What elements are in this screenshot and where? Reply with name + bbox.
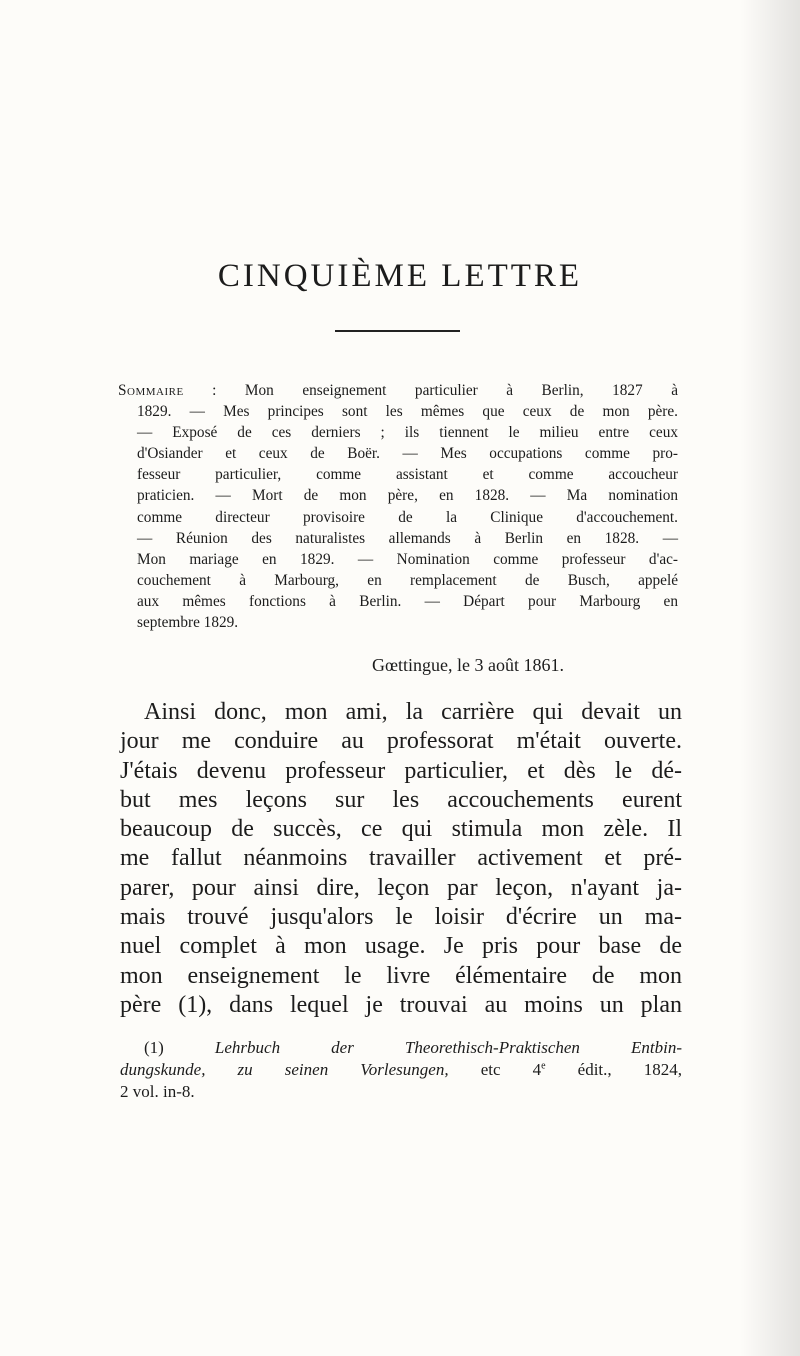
summary-line: Mon mariage en 1829. — Nomination comme professeur d'ac- bbox=[137, 550, 678, 568]
body-line: me fallut néanmoins travailler activement et pré- bbox=[120, 845, 682, 872]
summary-line: aux mêmes fonctions à Berlin. — Départ pour Marbourg en bbox=[137, 592, 678, 610]
summary-line: d'Osiander et ceux de Boër. — Mes occupations comme pro- bbox=[137, 445, 678, 463]
summary-line: — Réunion des naturalistes allemands à Berlin en 1828. — bbox=[137, 529, 678, 547]
body-line: parer, pour ainsi dire, leçon par leçon, n'ayant ja- bbox=[120, 874, 682, 901]
summary-label: Sommaire bbox=[118, 382, 184, 399]
body-line: nuel complet à mon usage. Je pris pour base de bbox=[120, 933, 682, 960]
summary-line: fesseur particulier, comme assistant et comme accoucheur bbox=[137, 466, 678, 484]
page-edge-shadow bbox=[740, 0, 800, 1356]
summary-line: Sommaire : Mon enseignement particulier à Berlin, 1827 à bbox=[118, 382, 678, 399]
chapter-title: CINQUIÈME LETTRE bbox=[217, 258, 583, 294]
title-divider bbox=[335, 330, 460, 332]
summary-line: comme directeur provisoire de la Clinique d'accouchement. bbox=[137, 508, 678, 526]
body-line: mon enseignement le livre élémentaire de mon bbox=[120, 962, 682, 989]
body-line: Ainsi donc, mon ami, la carrière qui devait un bbox=[144, 699, 682, 725]
footnote-line: 2 vol. in-8. bbox=[120, 1082, 195, 1101]
footnote-line: dungskunde, zu seinen Vorlesungen, etc 4e édit., 1824, bbox=[120, 1060, 682, 1079]
body-line: mais trouvé jusqu'alors le loisir d'écrire un ma- bbox=[120, 904, 682, 931]
footnote bbox=[120, 1037, 682, 1103]
footnote-marker: (1) bbox=[144, 1038, 164, 1057]
footnote-line: (1) Lehrbuch der Theorethisch-Praktischen Entbin- bbox=[144, 1038, 683, 1057]
summary-line: praticien. — Mort de mon père, en 1828. — Ma nomination bbox=[137, 487, 678, 505]
body-line: jour me conduire au professorat m'était ouverte. bbox=[120, 728, 682, 755]
letter-body bbox=[120, 698, 682, 1020]
summary-line: 1829. — Mes principes sont les mêmes que ceux de mon père. bbox=[137, 403, 678, 421]
body-line: but mes leçons sur les accouchements eurent bbox=[120, 786, 682, 813]
summary-line: — Exposé de ces derniers ; ils tiennent le milieu entre ceux bbox=[137, 424, 678, 442]
summary-line: septembre 1829. bbox=[137, 614, 239, 632]
body-line: J'étais devenu professeur particulier, et dès le dé- bbox=[120, 757, 682, 784]
letter-dateline: Gœttingue, le 3 août 1861. bbox=[372, 655, 564, 675]
summary-line: couchement à Marbourg, en remplacement de Busch, appelé bbox=[137, 571, 678, 589]
chapter-summary bbox=[118, 380, 678, 633]
body-line: père (1), dans lequel je trouvai au moins un plan bbox=[120, 991, 682, 1018]
body-line: beaucoup de succès, ce qui stimula mon zèle. Il bbox=[120, 816, 682, 843]
